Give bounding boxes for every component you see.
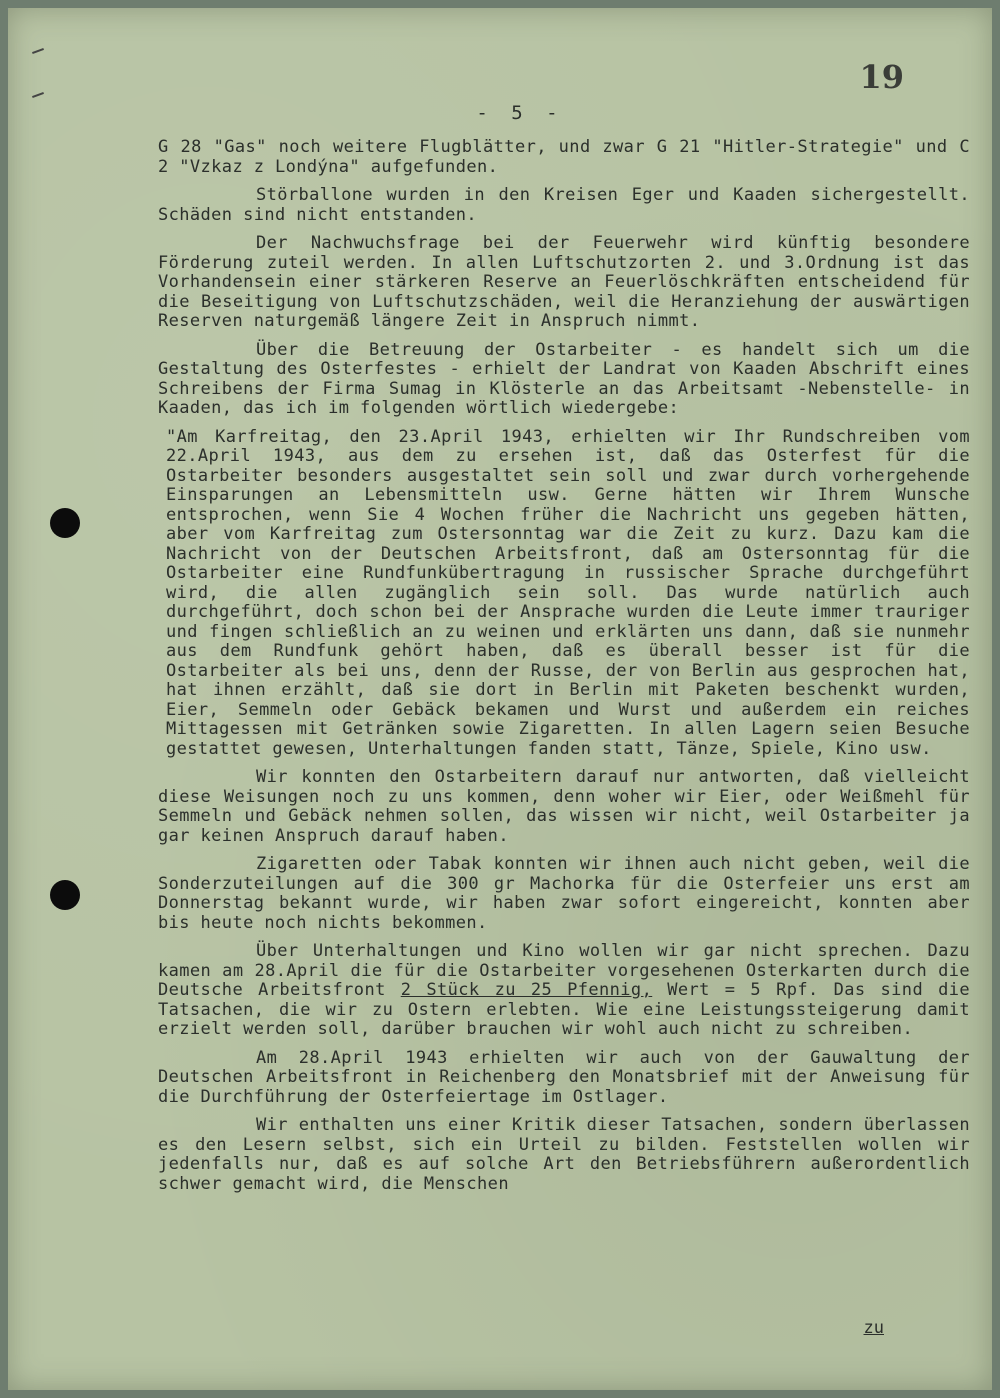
underlined-phrase: 2 Stück zu 25 Pfennig, (400, 980, 653, 1000)
punch-hole (50, 880, 80, 910)
paragraph: Am 28.April 1943 erhielten wir auch von der Gauwaltung der Deutschen Arbeitsfront in Reichenberg den Monatsbrief mit der Anweisung für die Durchführung der Osterfeiertage im Ostlager. (158, 1047, 970, 1107)
catchword: zu (863, 1318, 884, 1338)
paragraph: Wir enthalten uns einer Kritik dieser Tatsachen, sondern überlassen es den Lesern selbst, sich ein Urteil zu bilden. Feststellen wollen wir jedenfalls nur, daß es auf solche Art den Betriebsführern außerordentlich schwer gemacht wird, die Menschen (158, 1115, 970, 1194)
paragraph: Störballone wurden in den Kreisen Eger und Kaaden sichergestellt. Schäden sind nicht entstanden. (158, 185, 970, 225)
paragraph: Über die Betreuung der Ostarbeiter - es handelt sich um die Gestaltung des Osterfestes - erhielt der Landrat von Kaaden Abschrift eines Schreibens der Firma Sumag in Klösterle an das Arbeitsamt -Nebenstelle- in Kaaden, das ich im folgenden wörtlich wiedergebe: (158, 339, 970, 418)
paragraph: Zigaretten oder Tabak konnten wir ihnen auch nicht geben, weil die Sonderzuteilungen auf die 300 gr Machorka für die Osterfeier uns erst am Donnerstag bekannt wurde, wir haben zwar sofort eingereicht, konnten aber bis heute noch nichts bekommen. (158, 854, 970, 933)
folio-number: 19 (859, 58, 904, 96)
margin-mark (32, 92, 44, 98)
margin-mark (32, 48, 44, 54)
punch-hole (50, 508, 80, 538)
paragraph-text: Über Unterhaltungen und Kino wollen wir gar nicht sprechen. Dazu kamen am 28.April die für die Ostarbeiter vorgesehenen Osterkarten durch die Deutsche Arbeitsfront (158, 941, 970, 1000)
paragraph: Der Nachwuchsfrage bei der Feuerwehr wird künftig besondere Förderung zuteil werden. In allen Luftschutzorten 2. und 3.Ordnung ist das Vorhandensein einer stärkeren Reserve an Feuerlöschkräften entscheidend für die Beseitigung von Luftschutzschäden, weil die Heranziehung der auswärtigen Reserven naturgemäß längere Zeit in Anspruch nimmt. (158, 233, 970, 331)
paragraph (158, 942, 970, 1040)
quoted-paragraph: "Am Karfreitag, den 23.April 1943, erhielten wir Ihr Rundschreiben vom 22.April 1943, aus dem zu ersehen ist, daß das Osterfest für die Ostarbeiter besonders ausgestaltet sein soll und zwar durch vorhergehende Einsparungen an Lebensmitteln usw. Gerne hätten wir Ihrem Wunsche entsprochen, wenn Sie 4 Wochen früher die Nachricht uns gegeben hätten, aber vom Karfreitag zum Ostersonntag war die Zeit zu kurz. Dazu kam die Nachricht von der Deutschen Arbeitsfront, daß am Ostersonntag für die Ostarbeiter eine Rundfunkübertragung in russischer Sprache durchgeführt wird, die allen zugänglich sein soll. Das wurde natürlich auch durchgeführt, doch schon bei der Ansprache wurden die Leute immer trauriger und fingen schließlich an zu weinen und erklärten uns dann, daß sie nunmehr aus dem Rundfunk gehört haben, daß es überall besser ist für die Ostarbeiter als bei uns, denn der Russe, der von Berlin aus gesprochen hat, hat ihnen erzählt, daß sie dort in Berlin mit Paketen beschenkt wurden, Eier, Semmeln oder Gebäck bekamen und Wurst und außerdem ein reiches Mittagessen mit Getränken sowie Zigaretten. In allen Lagern seien Besuche gestattet gewesen, Unterhaltungen fanden statt, Tänze, Spiele, Kino usw. (166, 426, 970, 759)
letter-body (158, 138, 970, 1203)
document-page (8, 8, 992, 1390)
paragraph-text: Wert = 5 Rpf. Das sind die Tatsachen, die wir zu Ostern erlebten. Wie eine Leistungssteigerung damit erzielt werden soll, darüber brauchen wir wohl auch nicht zu schreiben. (158, 980, 970, 1039)
paragraph: Wir konnten den Ostarbeitern darauf nur antworten, daß vielleicht diese Weisungen noch zu uns kommen, denn woher wir Eier, oder Weißmehl für Semmeln und Gebäck nehmen sollen, das wissen wir nicht, weil Ostarbeiter ja gar keinen Anspruch darauf haben. (158, 767, 970, 846)
paragraph: G 28 "Gas" noch weitere Flugblätter, und zwar G 21 "Hitler-Strategie" und C 2 "Vzkaz z Londýna" aufgefunden. (158, 137, 970, 177)
page-number: - 5 - (476, 102, 564, 124)
